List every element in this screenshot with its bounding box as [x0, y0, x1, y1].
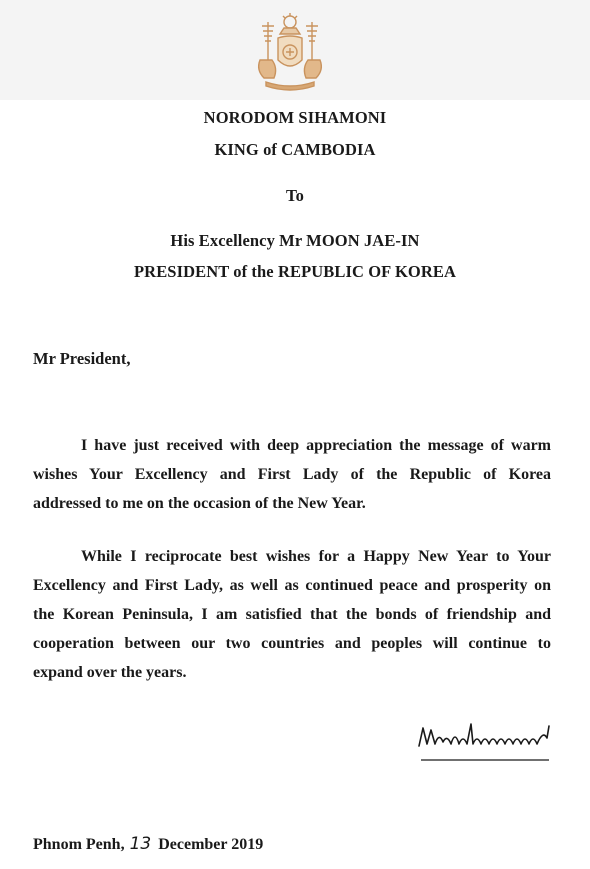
- sender-name: NORODOM SIHAMONI: [203, 108, 387, 127]
- recipient-title: PRESIDENT of the REPUBLIC OF KOREA: [134, 262, 456, 281]
- royal-coat-of-arms-icon: [250, 12, 330, 94]
- to-label: To: [286, 186, 304, 205]
- handwritten-day: 13: [129, 834, 152, 854]
- sender-title: KING of CAMBODIA: [214, 140, 376, 159]
- paragraph-line: addressed to me on the occasion of the New Year.: [33, 495, 366, 512]
- paragraph-line: Excellency and First Lady, as well as continued peace and prosperity on: [33, 577, 551, 594]
- paragraph-line: the Korean Peninsula, I am satisfied that the bonds of friendship and: [33, 606, 551, 623]
- date-line: [33, 834, 263, 854]
- paragraph-line: expand over the years.: [33, 664, 187, 681]
- paragraph-line: cooperation between our two countries and peoples will continue to: [33, 635, 551, 652]
- paragraph-line: While I reciprocate best wishes for a Happy New Year to Your: [81, 548, 551, 565]
- paragraph-line: I have just received with deep appreciation the message of warm: [81, 437, 551, 454]
- place: Phnom Penh,: [33, 836, 125, 853]
- salutation: Mr President,: [33, 349, 131, 368]
- month-year: December 2019: [158, 836, 264, 853]
- body-paragraph-2: [33, 542, 551, 687]
- signature-image: [415, 716, 555, 766]
- recipient-name: His Excellency Mr MOON JAE-IN: [170, 231, 420, 250]
- body-paragraph-1: [33, 431, 551, 518]
- paragraph-line: wishes Your Excellency and First Lady of the Republic of Korea: [33, 466, 551, 483]
